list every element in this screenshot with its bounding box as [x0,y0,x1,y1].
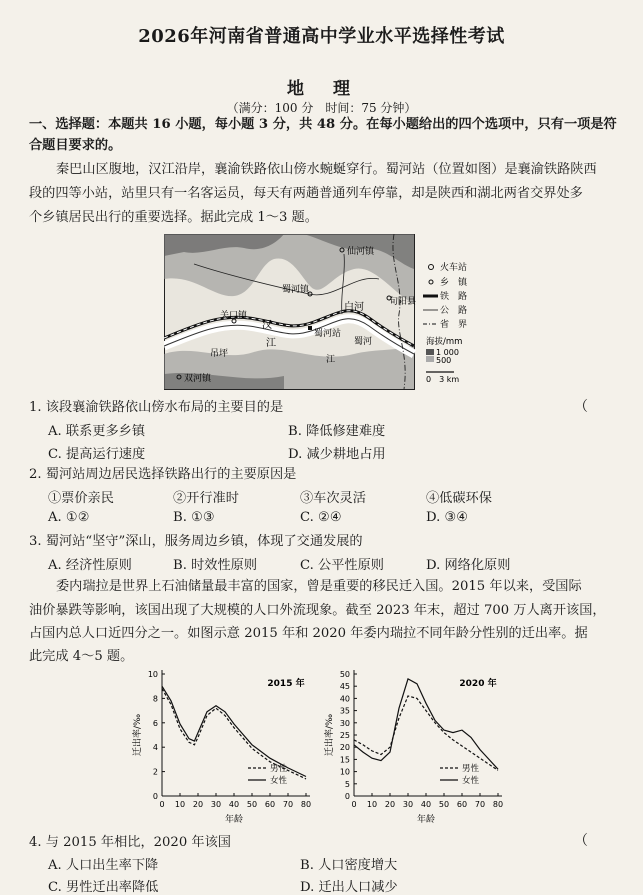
y-tick-label: 2 [152,767,158,777]
passage1-line3: 个乡镇居民出行的重要选择。据此完成 1～3 题。 [29,210,318,225]
legend-item: 火车站 [440,263,468,273]
y-tick-label: 10 [339,767,350,777]
map-label: 双河镇 [184,374,212,384]
x-axis-label: 年龄 [416,815,436,825]
y-tick-label: 0 [152,792,158,801]
exam-title: 2026年河南省普通高中学业水平选择性考试 [138,26,505,47]
x-tick-label: 60 [264,800,276,809]
x-tick-label: 10 [366,800,378,809]
x-tick-label: 30 [210,800,222,809]
passage2-line2: 油价暴跌等影响，该国出现了大规模的人口外流现象。截至 2023 年末，超过 700 万人离开该国， [29,603,606,618]
chart-2015 [126,664,316,828]
x-axis-label: 年龄 [224,815,244,825]
legend-item: 公 路 [440,306,468,316]
passage2-line1: 委内瑞拉是世界上石油储量最丰富的国家，曾是重要的移民迁入国。2015 年以来，受国际 [56,579,582,594]
elevation-title: 海拔/mm [426,337,463,347]
q3-option-c[interactable]: C. 公平性原则 [300,558,384,573]
y-tick-label: 6 [152,718,158,728]
exam-meta: （满分：100 分 时间：75 分钟） [226,101,417,115]
q4-option-a[interactable]: A. 人口出生率下降 [48,858,159,873]
legend-label: 男性 [270,764,288,774]
x-tick-label: 20 [384,800,396,809]
chart-2020 [318,664,508,828]
y-tick-label: 50 [339,670,350,679]
legend-item: 省 界 [440,320,468,330]
map-label: 江 [266,338,276,349]
section-heading-line1: 一、选择题：本题共 16 小题，每小题 3 分，共 48 分。在每小题给出的四个选项中，只有一项是符 [29,117,617,132]
q3-stem: 3. 蜀河站“坚守”深山，服务周边乡镇，体现了交通发展的 [29,534,363,549]
railway-map [164,234,494,390]
passage2-line3: 占国内总人口近四分之一。如图示意 2015 年和 2020 年委内瑞拉不同年龄分性别的迁出率。据 [29,626,588,641]
q2-option-b[interactable]: B. ①③ [173,510,215,525]
passage1-line2: 段的四等小站，站里只有一名客运员，每天有两趟普通列车停靠，却是陕西和湖北两省交界处多 [29,186,583,201]
q3-option-b[interactable]: B. 时效性原则 [173,558,258,573]
elevation-swatch [426,356,434,362]
map-label: 蜀河 [354,337,373,347]
section-heading-line2: 合题目要求的。 [29,138,122,153]
map-label: 吊坪 [210,349,229,359]
x-tick-label: 30 [402,800,414,809]
x-tick-label: 70 [282,800,294,809]
subject-title: 地 理 [287,79,356,99]
series-line-female [162,686,306,776]
x-tick-label: 50 [246,800,258,809]
q4-answer-paren: （ [574,833,588,849]
y-tick-label: 0 [344,792,350,801]
q2-option-d[interactable]: D. ③④ [426,510,469,525]
q2-statement-2: ②开行准时 [173,491,239,506]
x-tick-label: 0 [159,800,165,809]
legend-label: 男性 [462,764,480,774]
map-label: 江 [326,355,336,365]
map-label: 蜀河站 [314,329,342,339]
q1-option-b[interactable]: B. 降低修建难度 [288,424,386,439]
x-tick-label: 40 [420,800,432,809]
elevation-high: 1 000 [436,348,459,357]
y-tick-label: 4 [152,743,158,753]
y-tick-label: 35 [339,706,350,716]
q1-stem: 1. 该段襄渝铁路依山傍水布局的主要目的是 [29,400,284,415]
elevation-swatch [426,349,434,355]
x-tick-label: 0 [351,800,357,809]
passage1-line1: 秦巴山区腹地，汉江沿岸，襄渝铁路依山傍水蜿蜒穿行。蜀河站（位置如图）是襄渝铁路陕西 [56,162,597,177]
q2-stem: 2. 蜀河站周边居民选择铁路出行的主要原因是 [29,467,297,482]
legend-label: 女性 [270,776,288,786]
y-tick-label: 25 [339,731,350,740]
q2-option-a[interactable]: A. ①② [48,510,90,525]
y-axis-label: 迁出率/‰ [325,713,335,757]
q1-option-d[interactable]: D. 减少耕地占用 [288,447,386,462]
y-tick-label: 40 [339,694,350,704]
y-tick-label: 45 [339,682,350,692]
q2-statement-1: ①票价亲民 [48,491,114,506]
town-icon [429,280,433,284]
map-label: 汉 [262,320,272,331]
station-icon [429,265,434,270]
q2-statement-3: ③车次灵活 [300,491,366,506]
q2-statement-4: ④低碳环保 [426,491,492,506]
q3-option-a[interactable]: A. 经济性原则 [48,558,132,573]
map-label: 蜀河镇 [282,285,310,295]
q4-option-b[interactable]: B. 人口密度增大 [300,858,398,873]
map-label: 仙河镇 [347,247,375,257]
q1-answer-paren: （ [574,399,588,415]
y-tick-label: 10 [147,670,158,679]
series-line-female [354,679,498,769]
x-tick-label: 60 [456,800,468,809]
q4-option-d[interactable]: D. 迁出人口减少 [300,880,398,895]
elevation-low: 500 [436,356,452,365]
legend-label: 女性 [462,776,480,786]
chart-title: 2020 年 [459,679,497,689]
q3-option-d[interactable]: D. 网络化原则 [426,558,511,573]
x-tick-label: 70 [474,800,486,809]
chart-title: 2015 年 [267,679,305,689]
y-tick-label: 5 [344,779,350,789]
x-tick-label: 80 [300,800,312,809]
map-label: 关口镇 [220,311,248,321]
q4-stem: 4. 与 2015 年相比，2020 年该国 [29,835,231,850]
x-tick-label: 50 [438,800,450,809]
q1-option-c[interactable]: C. 提高运行速度 [48,447,146,462]
y-axis-label: 迁出率/‰ [133,713,143,757]
x-tick-label: 40 [228,800,240,809]
legend-item: 铁 路 [440,292,468,302]
y-tick-label: 20 [339,743,350,753]
x-tick-label: 80 [492,800,504,809]
map-label: 旬阳县 [389,297,417,307]
q1-option-a[interactable]: A. 联系更多乡镇 [48,424,146,439]
y-tick-label: 30 [339,718,350,728]
y-tick-label: 8 [152,694,158,704]
passage2-line4: 此完成 4～5 题。 [29,649,134,664]
legend-item: 乡 镇 [440,278,468,288]
q2-option-c[interactable]: C. ②④ [300,510,342,525]
x-tick-label: 10 [174,800,186,809]
map-label: 白河 [344,302,364,313]
x-tick-label: 20 [192,800,204,809]
y-tick-label: 15 [339,755,350,765]
scale-label: 0 3 km [426,375,460,384]
q4-option-c[interactable]: C. 男性迁出率降低 [48,880,159,895]
